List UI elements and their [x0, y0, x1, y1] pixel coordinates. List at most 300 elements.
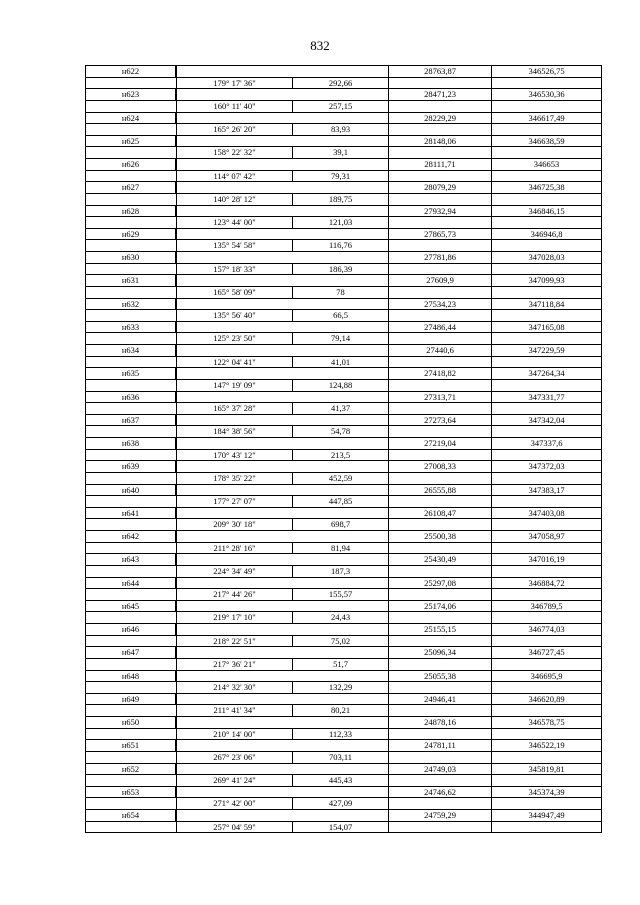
empty-cell: [86, 101, 176, 112]
x-coordinate: 25430,49: [389, 554, 492, 565]
empty-cell: [86, 240, 176, 251]
empty-cell: [492, 171, 601, 182]
segment-row: [86, 101, 601, 113]
empty-cell: [389, 310, 492, 321]
segment-length: 698,7: [293, 519, 389, 530]
y-coordinate: 345374,39: [528, 786, 565, 797]
empty-cell: [176, 159, 293, 170]
point-row: [86, 787, 601, 799]
segment-row: [86, 450, 601, 462]
y-coordinate: 346620,89: [528, 693, 565, 704]
empty-cell: [176, 438, 293, 449]
empty-cell: [492, 496, 601, 507]
empty-cell: [293, 554, 389, 565]
point-row: [86, 485, 601, 497]
empty-cell: [293, 531, 389, 542]
y-coordinate: 347331,77: [528, 391, 565, 402]
point-row: [86, 275, 601, 287]
point-id: н630: [86, 252, 176, 263]
point-row: [86, 671, 601, 683]
segment-length: 132,29: [293, 682, 389, 693]
segment-length: 445,43: [293, 775, 389, 786]
direction-angle: 165° 26' 20": [176, 124, 293, 135]
y-coordinate: 346946,8: [530, 228, 563, 239]
x-coordinate: 24781,11: [389, 740, 492, 751]
empty-cell: [293, 229, 389, 240]
empty-cell: [176, 694, 293, 705]
direction-angle: 114° 07' 42": [176, 171, 293, 182]
empty-cell: [176, 810, 293, 821]
segment-length: 54,78: [293, 426, 389, 437]
segment-length: 78: [293, 287, 389, 298]
empty-cell: [492, 566, 601, 577]
empty-cell: [293, 485, 389, 496]
point-id: н645: [86, 601, 176, 612]
empty-cell: [293, 438, 389, 449]
empty-cell: [293, 671, 389, 682]
empty-cell: [86, 566, 176, 577]
segment-row: [86, 705, 601, 717]
empty-cell: [176, 368, 293, 379]
empty-cell: [86, 519, 176, 530]
empty-cell: [389, 78, 492, 89]
y-coordinate: 345819,81: [528, 763, 565, 774]
empty-cell: [176, 787, 293, 798]
empty-cell: [293, 508, 389, 519]
empty-cell: [293, 647, 389, 658]
empty-cell: [176, 647, 293, 658]
point-row: [86, 810, 601, 822]
empty-cell: [389, 147, 492, 158]
empty-cell: [389, 171, 492, 182]
empty-cell: [176, 252, 293, 263]
direction-angle: 269° 41' 24": [176, 775, 293, 786]
point-id: н639: [86, 461, 176, 472]
point-row: [86, 392, 601, 404]
direction-angle: 271° 42' 00": [176, 798, 293, 809]
direction-angle: 217° 44' 26": [176, 589, 293, 600]
empty-cell: [293, 322, 389, 333]
empty-cell: [389, 659, 492, 670]
segment-length: 39,1: [293, 147, 389, 158]
empty-cell: [389, 705, 492, 716]
point-id: н642: [86, 531, 176, 542]
empty-cell: [176, 531, 293, 542]
point-row: [86, 66, 601, 78]
point-row: [86, 717, 601, 729]
empty-cell: [293, 113, 389, 124]
direction-angle: 135° 54' 58": [176, 240, 293, 251]
empty-cell: [86, 357, 176, 368]
empty-cell: [176, 740, 293, 751]
y-coordinate: 346789,5: [530, 600, 563, 611]
direction-angle: 224° 34' 49": [176, 566, 293, 577]
empty-cell: [293, 66, 389, 77]
empty-cell: [492, 589, 601, 600]
segment-row: [86, 287, 601, 299]
empty-cell: [293, 275, 389, 286]
point-row: [86, 415, 601, 427]
point-id: н654: [86, 810, 176, 821]
direction-angle: 178° 35' 22": [176, 473, 293, 484]
direction-angle: 184° 38' 56": [176, 426, 293, 437]
point-row: [86, 764, 601, 776]
empty-cell: [389, 566, 492, 577]
empty-cell: [492, 659, 601, 670]
empty-cell: [86, 264, 176, 275]
empty-cell: [389, 403, 492, 414]
segment-row: [86, 752, 601, 764]
point-row: [86, 601, 601, 613]
empty-cell: [492, 705, 601, 716]
empty-cell: [176, 182, 293, 193]
empty-cell: [86, 496, 176, 507]
point-id: н624: [86, 113, 176, 124]
x-coordinate: 28148,06: [389, 136, 492, 147]
empty-cell: [492, 450, 601, 461]
y-coordinate: 346578,75: [528, 717, 565, 727]
segment-row: [86, 357, 601, 369]
point-row: [86, 647, 601, 659]
empty-cell: [293, 159, 389, 170]
empty-cell: [492, 822, 601, 833]
y-coordinate: 346884,72: [528, 577, 565, 588]
empty-cell: [86, 589, 176, 600]
empty-cell: [86, 124, 176, 135]
y-coordinate: 346695,9: [530, 670, 563, 681]
y-coordinate: 347383,17: [528, 484, 565, 495]
y-coordinate: 344947,49: [528, 810, 565, 820]
segment-row: [86, 310, 601, 322]
empty-cell: [176, 415, 293, 426]
segment-length: 24,43: [293, 612, 389, 623]
empty-cell: [492, 217, 601, 228]
segment-row: [86, 217, 601, 229]
empty-cell: [293, 415, 389, 426]
empty-cell: [176, 275, 293, 286]
point-row: [86, 438, 601, 450]
x-coordinate: 28079,29: [389, 182, 492, 193]
segment-row: [86, 124, 601, 136]
point-id: н652: [86, 764, 176, 775]
direction-angle: 123° 44' 00": [176, 217, 293, 228]
empty-cell: [176, 508, 293, 519]
y-coordinate: 347165,08: [528, 321, 565, 332]
empty-cell: [389, 217, 492, 228]
segment-length: 41,37: [293, 403, 389, 414]
empty-cell: [492, 264, 601, 275]
point-id: н631: [86, 275, 176, 286]
empty-cell: [86, 310, 176, 321]
point-id: н640: [86, 485, 176, 496]
empty-cell: [389, 752, 492, 763]
empty-cell: [176, 322, 293, 333]
segment-length: 154,07: [293, 822, 389, 833]
empty-cell: [293, 810, 389, 821]
empty-cell: [389, 822, 492, 833]
empty-cell: [492, 519, 601, 530]
x-coordinate: 25055,38: [389, 671, 492, 682]
segment-row: [86, 589, 601, 601]
empty-cell: [389, 240, 492, 251]
segment-row: [86, 147, 601, 159]
segment-length: 75,02: [293, 636, 389, 647]
empty-cell: [86, 450, 176, 461]
empty-cell: [389, 473, 492, 484]
point-id: н647: [86, 647, 176, 658]
direction-angle: 217° 36' 21": [176, 659, 293, 670]
y-coordinate: 346725,38: [528, 182, 565, 193]
point-id: н651: [86, 740, 176, 751]
segment-length: 116,76: [293, 240, 389, 251]
empty-cell: [176, 717, 293, 728]
segment-row: [86, 636, 601, 648]
x-coordinate: 28229,29: [389, 113, 492, 124]
x-coordinate: 25297,08: [389, 578, 492, 589]
y-coordinate: 347016,19: [528, 554, 565, 565]
direction-angle: 214° 32' 30": [176, 682, 293, 693]
point-row: [86, 508, 601, 520]
empty-cell: [176, 601, 293, 612]
x-coordinate: 25096,34: [389, 647, 492, 658]
point-id: н629: [86, 229, 176, 240]
direction-angle: 165° 37' 28": [176, 403, 293, 414]
point-row: [86, 694, 601, 706]
x-coordinate: 26555,88: [389, 485, 492, 496]
segment-row: [86, 798, 601, 810]
segment-row: [86, 380, 601, 392]
y-coordinate: 347028,03: [528, 252, 565, 262]
y-coordinate: 347403,08: [528, 507, 565, 518]
direction-angle: 135° 56' 40": [176, 310, 293, 321]
empty-cell: [86, 775, 176, 786]
empty-cell: [492, 287, 601, 298]
empty-cell: [86, 705, 176, 716]
empty-cell: [176, 206, 293, 217]
empty-cell: [86, 426, 176, 437]
empty-cell: [293, 764, 389, 775]
point-row: [86, 113, 601, 125]
segment-row: [86, 194, 601, 206]
point-row: [86, 531, 601, 543]
empty-cell: [492, 426, 601, 437]
empty-cell: [492, 612, 601, 623]
empty-cell: [492, 124, 601, 135]
segment-row: [86, 264, 601, 276]
segment-length: 81,94: [293, 543, 389, 554]
segment-length: 187,3: [293, 566, 389, 577]
point-row: [86, 252, 601, 264]
point-id: н644: [86, 578, 176, 589]
empty-cell: [176, 578, 293, 589]
empty-cell: [86, 78, 176, 89]
point-row: [86, 136, 601, 148]
x-coordinate: 24749,03: [389, 764, 492, 775]
empty-cell: [389, 287, 492, 298]
direction-angle: 157° 18' 33": [176, 264, 293, 275]
empty-cell: [293, 740, 389, 751]
point-row: [86, 740, 601, 752]
empty-cell: [86, 543, 176, 554]
empty-cell: [176, 671, 293, 682]
y-coordinate: 347229,59: [528, 345, 565, 355]
empty-cell: [389, 589, 492, 600]
segment-row: [86, 729, 601, 741]
point-row: [86, 624, 601, 636]
point-row: [86, 368, 601, 380]
point-row: [86, 345, 601, 357]
point-row: [86, 159, 601, 171]
y-coordinate: 346774,03: [528, 624, 565, 634]
empty-cell: [492, 752, 601, 763]
empty-cell: [492, 240, 601, 251]
y-coordinate: 347372,03: [528, 461, 565, 472]
y-coordinate: 347058,97: [528, 531, 565, 541]
empty-cell: [293, 136, 389, 147]
segment-row: [86, 473, 601, 485]
empty-cell: [492, 101, 601, 112]
segment-length: 121,03: [293, 217, 389, 228]
empty-cell: [293, 461, 389, 472]
point-id: н632: [86, 299, 176, 310]
segment-row: [86, 171, 601, 183]
empty-cell: [389, 124, 492, 135]
point-id: н623: [86, 89, 176, 100]
y-coordinate: 347118,84: [528, 298, 565, 309]
empty-cell: [492, 473, 601, 484]
x-coordinate: 27273,64: [389, 415, 492, 426]
y-coordinate: 346522,19: [528, 740, 565, 751]
segment-length: 124,88: [293, 380, 389, 391]
point-id: н626: [86, 159, 176, 170]
empty-cell: [492, 543, 601, 554]
x-coordinate: 28763,87: [389, 66, 492, 77]
direction-angle: 177° 27' 07": [176, 496, 293, 507]
empty-cell: [389, 519, 492, 530]
empty-cell: [492, 194, 601, 205]
empty-cell: [86, 194, 176, 205]
segment-row: [86, 659, 601, 671]
empty-cell: [492, 798, 601, 809]
empty-cell: [492, 380, 601, 391]
coordinates-table: [85, 65, 602, 833]
segment-row: [86, 403, 601, 415]
empty-cell: [293, 578, 389, 589]
direction-angle: 211° 41' 34": [176, 705, 293, 716]
segment-row: [86, 822, 601, 834]
segment-length: 80,21: [293, 705, 389, 716]
point-id: н636: [86, 392, 176, 403]
segment-length: 186,39: [293, 264, 389, 275]
empty-cell: [86, 333, 176, 344]
direction-angle: 147° 19' 09": [176, 380, 293, 391]
point-row: [86, 322, 601, 334]
empty-cell: [293, 601, 389, 612]
segment-length: 83,93: [293, 124, 389, 135]
segment-length: 257,15: [293, 101, 389, 112]
empty-cell: [86, 752, 176, 763]
empty-cell: [389, 496, 492, 507]
direction-angle: 140° 28' 12": [176, 194, 293, 205]
direction-angle: 257° 04' 59": [176, 822, 293, 833]
segment-row: [86, 612, 601, 624]
segment-length: 79,14: [293, 333, 389, 344]
empty-cell: [492, 729, 601, 740]
direction-angle: 170° 43' 12": [176, 450, 293, 461]
x-coordinate: 25174,06: [389, 601, 492, 612]
segment-length: 189,75: [293, 194, 389, 205]
x-coordinate: 24946,41: [389, 694, 492, 705]
segment-row: [86, 566, 601, 578]
segment-row: [86, 240, 601, 252]
point-row: [86, 206, 601, 218]
empty-cell: [389, 426, 492, 437]
page-number: 832: [310, 38, 330, 53]
y-coordinate: 346653: [533, 159, 560, 169]
empty-cell: [176, 461, 293, 472]
direction-angle: 218° 22' 51": [176, 636, 293, 647]
empty-cell: [492, 775, 601, 786]
empty-cell: [492, 403, 601, 414]
y-coordinate: 347337,6: [530, 438, 563, 448]
point-id: н646: [86, 624, 176, 635]
empty-cell: [389, 636, 492, 647]
x-coordinate: 27008,33: [389, 461, 492, 472]
empty-cell: [389, 357, 492, 368]
direction-angle: 125° 23' 50": [176, 333, 293, 344]
empty-cell: [492, 147, 601, 158]
empty-cell: [293, 717, 389, 728]
point-id: н641: [86, 508, 176, 519]
empty-cell: [389, 101, 492, 112]
point-id: н638: [86, 438, 176, 449]
empty-cell: [86, 171, 176, 182]
empty-cell: [176, 66, 293, 77]
x-coordinate: 27418,82: [389, 368, 492, 379]
empty-cell: [86, 287, 176, 298]
point-id: н634: [86, 345, 176, 356]
empty-cell: [176, 764, 293, 775]
empty-cell: [389, 450, 492, 461]
y-coordinate: 347099,93: [528, 275, 565, 286]
x-coordinate: 27781,86: [389, 252, 492, 263]
empty-cell: [86, 729, 176, 740]
y-coordinate: 346530,36: [528, 89, 565, 100]
direction-angle: 179° 17' 36": [176, 78, 293, 89]
empty-cell: [176, 554, 293, 565]
segment-length: 155,57: [293, 589, 389, 600]
empty-cell: [492, 357, 601, 368]
empty-cell: [492, 636, 601, 647]
x-coordinate: 26108,47: [389, 508, 492, 519]
x-coordinate: 27440,6: [389, 345, 492, 356]
empty-cell: [176, 345, 293, 356]
empty-cell: [176, 392, 293, 403]
x-coordinate: 28111,71: [389, 159, 492, 170]
empty-cell: [86, 659, 176, 670]
x-coordinate: 25500,38: [389, 531, 492, 542]
empty-cell: [389, 729, 492, 740]
x-coordinate: 24759,29: [389, 810, 492, 821]
point-row: [86, 578, 601, 590]
empty-cell: [176, 624, 293, 635]
segment-row: [86, 682, 601, 694]
empty-cell: [293, 694, 389, 705]
segment-row: [86, 519, 601, 531]
direction-angle: 122° 04' 41": [176, 357, 293, 368]
x-coordinate: 28471,23: [389, 89, 492, 100]
segment-length: 452,59: [293, 473, 389, 484]
